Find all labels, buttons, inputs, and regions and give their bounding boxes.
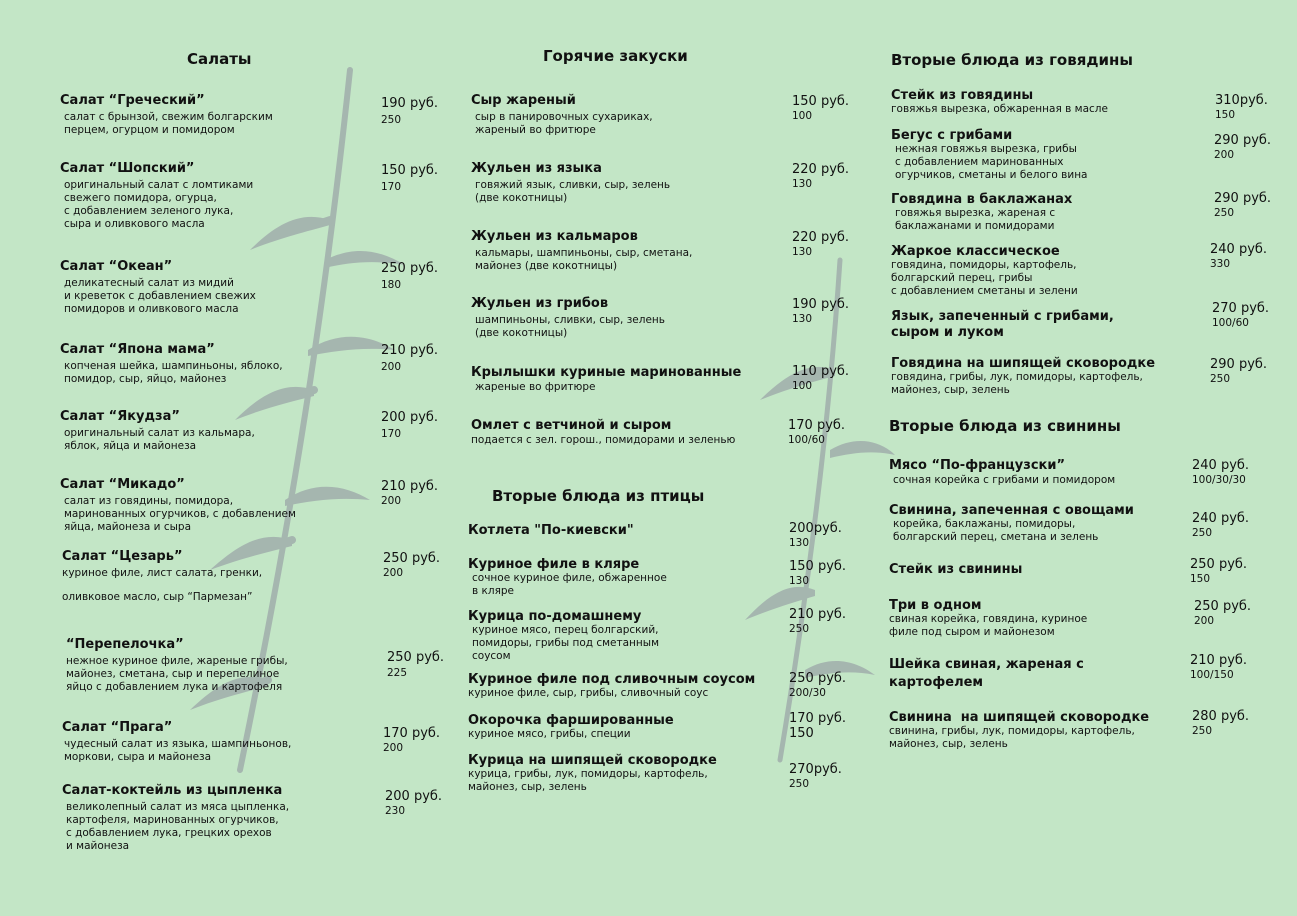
item-price: 170 руб. <box>788 418 846 433</box>
item-name: Салат “Прага” <box>62 720 173 735</box>
item-weight: 150 <box>789 726 814 741</box>
item-name: Салат “Греческий” <box>60 93 205 108</box>
item-name: Шейка свиная, жареная с картофелем <box>889 657 1084 690</box>
item-desc: сочная корейка с грибами и помидором <box>893 474 1116 486</box>
menu-item <box>62 549 262 603</box>
item-desc: салат с брынзой, свежим болгарским перцем, огурцом и помидором <box>64 111 273 136</box>
menu-item <box>468 713 674 741</box>
menu-item <box>891 128 1088 182</box>
item-weight: 230 <box>385 805 406 817</box>
item-desc: куриное мясо, перец болгарский, помидоры, грибы под сметанным соусом <box>472 624 659 662</box>
menu-item <box>60 342 283 386</box>
item-price: 290 руб. <box>1214 133 1272 148</box>
item-name: Салат “Цезарь” <box>62 549 183 564</box>
menu-item <box>60 93 273 137</box>
menu-item <box>891 88 1108 116</box>
item-weight: 130 <box>792 178 813 190</box>
item-price: 270 руб. <box>1212 301 1270 316</box>
item-name: Жульен из языка <box>471 161 602 176</box>
item-price: 220 руб. <box>792 162 850 177</box>
item-name: Говядина в баклажанах <box>891 192 1073 207</box>
item-desc: подается с зел. горош., помидорами и зеленью <box>471 434 736 446</box>
item-weight: 130 <box>792 246 813 258</box>
item-desc: говядина, помидоры, картофель, болгарский перец, грибы с добавлением сметаны и зелени <box>891 259 1078 297</box>
item-name: Куриное филе под сливочным соусом <box>468 672 756 687</box>
item-weight: 100/60 <box>1212 317 1249 329</box>
item-weight: 250 <box>1214 207 1235 219</box>
item-price: 110 руб. <box>792 364 850 379</box>
item-name: Сыр жареный <box>471 93 576 108</box>
item-weight: 100/150 <box>1190 669 1234 681</box>
menu-item <box>471 365 741 394</box>
item-price: 170 руб. <box>383 726 441 741</box>
item-weight: 250 <box>789 778 810 790</box>
item-name: Три в одном <box>889 598 982 613</box>
menu-item <box>468 753 717 794</box>
item-weight: 180 <box>381 279 402 291</box>
menu-item <box>62 720 291 764</box>
menu-item <box>891 356 1155 397</box>
item-weight: 100 <box>792 110 813 122</box>
item-desc: говяжья вырезка, обжаренная в масле <box>891 103 1108 115</box>
item-price: 200руб. <box>789 521 842 536</box>
item-desc: деликатесный салат из мидий и креветок с добавлением свежих помидоров и оливкового масла <box>64 277 256 315</box>
item-price: 290 руб. <box>1214 191 1272 206</box>
menu-item <box>60 259 256 316</box>
item-price: 240 руб. <box>1210 242 1268 257</box>
item-price: 200 руб. <box>381 410 439 425</box>
item-name: Салат-коктейль из цыпленка <box>62 783 283 798</box>
item-weight: 200 <box>1194 615 1215 627</box>
item-desc: свиная корейка, говядина, куриное филе под сыром и майонезом <box>889 613 1088 638</box>
item-name: Жаркое классическое <box>891 244 1060 259</box>
menu-item <box>62 783 289 853</box>
item-price: 220 руб. <box>792 230 850 245</box>
menu-item <box>891 309 1114 341</box>
item-desc: говядина, грибы, лук, помидоры, картофель, майонез, сыр, зелень <box>891 371 1143 396</box>
menu-item <box>471 418 735 447</box>
item-desc: курица, грибы, лук, помидоры, картофель, майонез, сыр, зелень <box>468 768 708 793</box>
item-weight: 130 <box>789 537 810 549</box>
menu-item <box>468 672 755 700</box>
item-desc: говяжий язык, сливки, сыр, зелень (две кокотницы) <box>475 179 671 204</box>
item-desc: нежная говяжья вырезка, грибы с добавлением маринованных огурчиков, сметаны и белого вина <box>895 143 1088 181</box>
menu-item <box>471 229 692 273</box>
item-desc: чудесный салат из языка, шампиньонов, моркови, сыра и майонеза <box>64 738 292 763</box>
item-price: 240 руб. <box>1192 458 1250 473</box>
item-desc: салат из говядины, помидора, маринованных огурчиков, с добавлением яйца, майонеза и сыра <box>64 495 296 533</box>
menu-item <box>468 609 659 663</box>
item-name: Жульен из кальмаров <box>471 229 638 244</box>
item-name: Салат “Япона мама” <box>60 342 215 357</box>
item-weight: 150 <box>1215 109 1236 121</box>
menu-item <box>889 503 1134 544</box>
menu-item <box>889 562 1022 577</box>
menu-item <box>66 637 288 694</box>
item-name: Свинина, запеченная с овощами <box>889 503 1134 518</box>
section-title-pork: Вторые блюда из свинины <box>889 417 1121 435</box>
menu-item <box>468 557 667 598</box>
item-desc: великолепный салат из мяса цыпленка, картофеля, маринованных огурчиков, с добавлением лука, грецких орехов и майонеза <box>66 801 290 852</box>
menu-item <box>468 523 634 538</box>
menu-item <box>889 458 1115 487</box>
item-price: 250 руб. <box>383 551 441 566</box>
item-price: 250 руб. <box>1190 557 1248 572</box>
item-desc: куриное филе, лист салата, гренки, оливковое масло, сыр “Пармезан” <box>62 567 263 603</box>
item-price: 250 руб. <box>789 671 847 686</box>
item-price: 280 руб. <box>1192 709 1250 724</box>
section-title-beef: Вторые блюда из говядины <box>891 51 1133 69</box>
item-name: Говядина на шипящей сковородке <box>891 356 1156 371</box>
item-name: Мясо “По-французски” <box>889 458 1066 473</box>
item-weight: 250 <box>789 623 810 635</box>
item-desc: сочное куриное филе, обжаренное в кляре <box>472 572 667 597</box>
item-weight: 130 <box>789 575 810 587</box>
menu-item <box>471 296 665 340</box>
item-name: Окорочка фаршированные <box>468 713 674 728</box>
item-weight: 100/60 <box>788 434 825 446</box>
item-desc: копченая шейка, шампиньоны, яблоко, помидор, сыр, яйцо, майонез <box>64 360 283 385</box>
item-name: Жульен из грибов <box>471 296 609 311</box>
item-weight: 200 <box>381 361 402 373</box>
item-desc: кальмары, шампиньоны, сыр, сметана, майонез (две кокотницы) <box>475 247 693 272</box>
item-price: 190 руб. <box>381 96 439 111</box>
menu-item <box>889 656 1084 692</box>
item-desc: жареные во фритюре <box>475 381 596 393</box>
section-title-salads: Салаты <box>187 50 252 68</box>
item-desc: куриное филе, сыр, грибы, сливочный соус <box>468 687 709 699</box>
item-desc: сыр в панировочных сухариках, жареный во фритюре <box>475 111 653 136</box>
item-weight: 170 <box>381 181 402 193</box>
item-price: 210 руб. <box>381 479 439 494</box>
menu-item <box>60 409 255 453</box>
item-name: Салат “Океан” <box>60 259 173 274</box>
item-name: Свинина на шипящей сковородке <box>889 710 1150 725</box>
item-name: Омлет с ветчиной и сыром <box>471 418 672 433</box>
menu-item <box>891 244 1078 298</box>
item-name: Салат “Шопский” <box>60 161 195 176</box>
item-desc: свинина, грибы, лук, помидоры, картофель, майонез, сыр, зелень <box>889 725 1135 750</box>
item-weight: 250 <box>1192 725 1213 737</box>
item-price: 170 руб. <box>789 711 847 726</box>
section-title-hot-snacks: Горячие закуски <box>543 47 688 65</box>
menu-item <box>471 161 670 205</box>
menu-item <box>889 598 1087 639</box>
menu-item <box>891 192 1072 233</box>
item-desc: куриное мясо, грибы, специи <box>468 728 631 740</box>
item-weight: 200 <box>383 567 404 579</box>
item-weight: 200 <box>1214 149 1235 161</box>
item-weight: 150 <box>1190 573 1211 585</box>
item-weight: 100/30/30 <box>1192 474 1246 486</box>
item-name: Котлета "По-киевски" <box>468 523 634 538</box>
item-price: 150 руб. <box>792 94 850 109</box>
item-price: 310руб. <box>1215 93 1268 108</box>
item-price: 270руб. <box>789 762 842 777</box>
item-desc: оригинальный салат из кальмара, яблок, яйца и майонеза <box>64 427 255 452</box>
item-name: Салат “Микадо” <box>60 477 185 492</box>
item-weight: 250 <box>381 114 402 126</box>
item-name: Бегус с грибами <box>891 128 1013 143</box>
item-name: Куриное филе в кляре <box>468 557 640 572</box>
item-name: Стейк из свинины <box>889 562 1023 577</box>
item-weight: 170 <box>381 428 402 440</box>
item-name: Стейк из говядины <box>891 88 1034 103</box>
item-weight: 250 <box>1192 527 1213 539</box>
item-price: 150 руб. <box>789 559 847 574</box>
item-weight: 100 <box>792 380 813 392</box>
item-name: Курица по-домашнему <box>468 609 642 624</box>
item-price: 250 руб. <box>381 261 439 276</box>
item-weight: 130 <box>792 313 813 325</box>
item-desc: оригинальный салат с ломтиками свежего помидора, огурца, с добавлением зеленого лука, сыра и оливкового масла <box>64 179 254 230</box>
item-name: Курица на шипящей сковородке <box>468 753 717 768</box>
menu-item <box>60 477 296 534</box>
item-name: Салат “Якудза” <box>60 409 180 424</box>
item-desc: шампиньоны, сливки, сыр, зелень (две кокотницы) <box>475 314 665 339</box>
item-desc: нежное куриное филе, жареные грибы, майонез, сметана, сыр и перепелиное яйцо с добавлением лука и картофеля <box>66 655 288 693</box>
item-weight: 200 <box>383 742 404 754</box>
item-price: 290 руб. <box>1210 357 1268 372</box>
menu-item <box>60 161 253 231</box>
item-price: 240 руб. <box>1192 511 1250 526</box>
item-price: 210 руб. <box>1190 653 1248 668</box>
item-price: 250 руб. <box>387 650 445 665</box>
item-weight: 225 <box>387 667 408 679</box>
menu-item <box>889 710 1149 751</box>
section-title-poultry: Вторые блюда из птицы <box>492 487 705 505</box>
item-weight: 330 <box>1210 258 1231 270</box>
item-weight: 200 <box>381 495 402 507</box>
item-price: 150 руб. <box>381 163 439 178</box>
item-price: 210 руб. <box>789 607 847 622</box>
item-weight: 250 <box>1210 373 1231 385</box>
item-price: 210 руб. <box>381 343 439 358</box>
item-name: Крылышки куриные маринованные <box>471 365 742 380</box>
menu-item <box>471 93 653 137</box>
item-name: Язык, запеченный с грибами, сыром и луком <box>891 309 1114 340</box>
item-name: “Перепелочка” <box>66 637 184 652</box>
item-price: 250 руб. <box>1194 599 1252 614</box>
item-desc: говяжья вырезка, жареная с баклажанами и помидорами <box>895 207 1056 232</box>
item-desc: корейка, баклажаны, помидоры, болгарский перец, сметана и зелень <box>893 518 1099 543</box>
item-price: 200 руб. <box>385 789 443 804</box>
item-weight: 200/30 <box>789 687 826 699</box>
item-price: 190 руб. <box>792 297 850 312</box>
